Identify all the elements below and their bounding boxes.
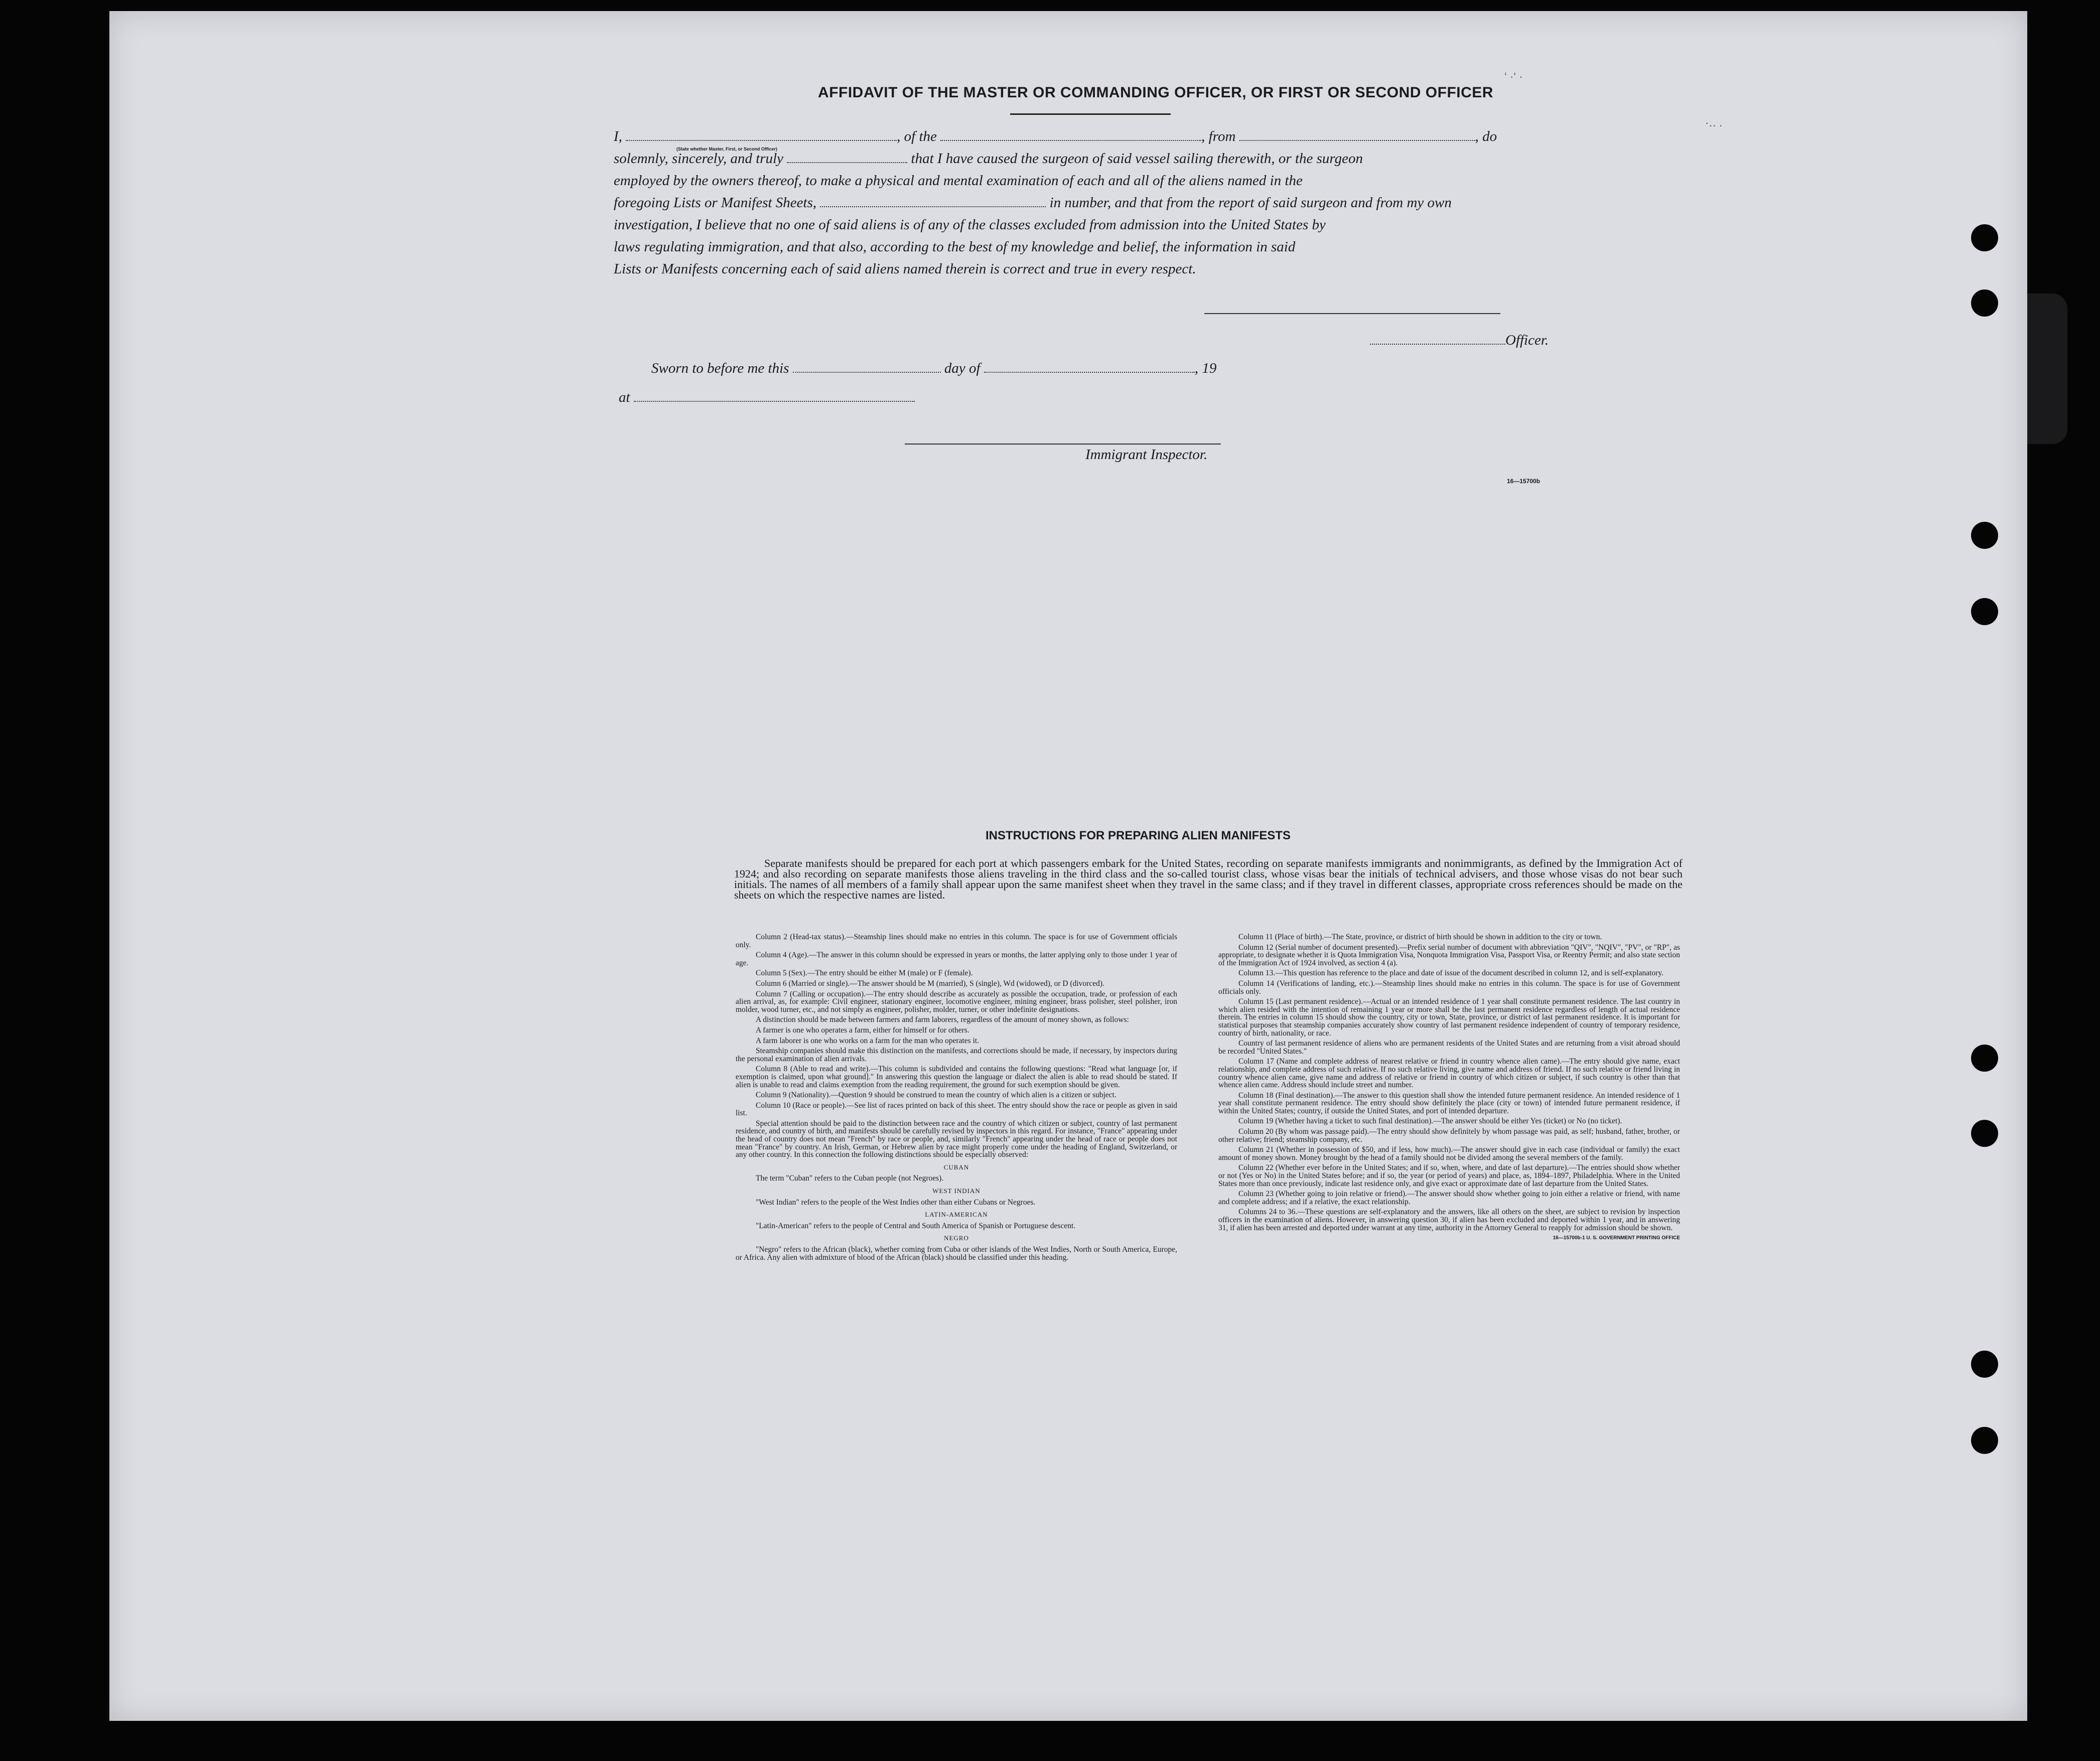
sheet-count-field[interactable] bbox=[820, 206, 1046, 207]
instruction-paragraph: Column 10 (Race or people).—See list of races printed on back of this sheet. The entry should show the race or people as given in said list. bbox=[736, 1101, 1177, 1118]
stray-mark: ‘ ·‘ · bbox=[1504, 70, 1523, 83]
affidavit-text: in number, and that from the report of said surgeon and from my own bbox=[1049, 195, 1452, 211]
sworn-month-field[interactable] bbox=[984, 372, 1195, 373]
stray-mark: ·‥ . bbox=[1705, 116, 1723, 129]
affidavit-title: AFFIDAVIT OF THE MASTER OR COMMANDING OFFICER, OR FIRST OR SECOND OFFICER bbox=[818, 84, 1493, 101]
affidavit-text: solemnly, sincerely, and truly bbox=[614, 151, 784, 167]
heading-negro: NEGRO bbox=[944, 1234, 969, 1242]
heading-cuban: CUBAN bbox=[943, 1163, 969, 1171]
instruction-paragraph: Column 14 (Verifications of landing, etc.).—Steamship lines should make no entries in this column. The space is for use of Government officials only. bbox=[1218, 979, 1680, 996]
rank-note: (State whether Master, First, or Second Officer) bbox=[676, 146, 778, 152]
affidavit-text: foregoing Lists or Manifest Sheets, bbox=[614, 195, 817, 211]
instruction-paragraph: Column 23 (Whether going to join relative or friend).—The answer should show whether going to join either a relative or friend, with name and complete address; and if a relative, the exact relationship. bbox=[1218, 1190, 1680, 1206]
binder-hole bbox=[1971, 1427, 1998, 1454]
form-number: 16—15700b bbox=[1507, 478, 1541, 485]
officer-rank-field[interactable] bbox=[626, 140, 897, 141]
instructions-title: INSTRUCTIONS FOR PREPARING ALIEN MANIFESTS bbox=[985, 829, 1291, 842]
instruction-paragraph: "Latin-American" refers to the people of Central and South America of Spanish or Portuguese descent. bbox=[756, 1221, 1076, 1230]
affidavit-from: , from bbox=[1201, 128, 1236, 144]
port-field[interactable] bbox=[1239, 140, 1475, 141]
instruction-paragraph: Column 20 (By whom was passage paid).—The entry should show definitely by whom passage was paid, as self; husband, father, brother, or other relative; friend; steamship company, etc. bbox=[1218, 1127, 1680, 1144]
affidavit-line-1 bbox=[614, 128, 1677, 145]
instruction-paragraph: Column 6 (Married or single).—The answer should be M (married), S (single), Wd (widowed), or D (divorced). bbox=[756, 979, 1104, 988]
instruction-paragraph: Column 22 (Whether ever before in the United States; and if so, when, where, and date of last departure).—The entries should show whether or not (Yes or No) in the United States before; and if so, the year (or period of years) and place, as, 1894–1897, Philadelphia. Where in the United States more than once previously, indicate last residence only, and give exact or approximate date of last departure from the United States. bbox=[1218, 1163, 1680, 1188]
instruction-paragraph: Steamship companies should make this distinction on the manifests, and corrections should be made, if necessary, by inspectors during the personal examination of alien arrivals. bbox=[736, 1047, 1177, 1063]
instruction-paragraph: Column 12 (Serial number of document presented).—Prefix serial number of document with abbreviation "QIV", "NQIV", "PV", or "RP", as appropriate, to designate whether it is Quota Immigration Visa, Nonquota Immigration Visa, Passport Visa, or Reentry Permit; and also state section of the Immigration Act of 1924 involved, as section 4 (a). bbox=[1218, 943, 1680, 967]
place-field[interactable] bbox=[634, 401, 915, 402]
officer-field[interactable] bbox=[1370, 344, 1505, 345]
instruction-paragraph: Country of last permanent residence of aliens who are permanent residents of the United States and are returning from a visit abroad should be recorded "United States." bbox=[1218, 1039, 1680, 1056]
inspector-label: Immigrant Inspector. bbox=[1085, 447, 1208, 463]
instruction-paragraph: "West Indian" refers to the people of the West Indies other than either Cubans or Negroes. bbox=[756, 1198, 1036, 1207]
instruction-paragraph: A distinction should be made between farmers and farm laborers, regardless of the amount of money shown, as follows: bbox=[756, 1015, 1129, 1024]
instruction-paragraph: The term "Cuban" refers to the Cuban people (not Negroes). bbox=[756, 1174, 944, 1183]
sworn-line bbox=[651, 360, 1216, 377]
signature-line[interactable] bbox=[1204, 313, 1500, 314]
instructions-right-column bbox=[1218, 933, 1680, 1242]
instruction-paragraph: Column 4 (Age).—The answer in this column should be expressed in years or months, the latter applying only to those under 1 year of age. bbox=[736, 951, 1177, 967]
affidavit-of: , of the bbox=[897, 128, 937, 144]
year-label: , 19 bbox=[1194, 360, 1217, 376]
day-of-label: day of bbox=[944, 360, 981, 376]
binder-hole bbox=[1971, 598, 1998, 625]
affidavit-line-3: employed by the owners thereof, to make a physical and mental examination of each and all of the aliens named in the bbox=[614, 173, 1303, 189]
affidavit-line-5: investigation, I believe that no one of said aliens is of any of the classes excluded from admission into the United States by bbox=[614, 217, 1326, 233]
instruction-paragraph: Columns 24 to 36.—These questions are self-explanatory and the answers, like all others on the sheet, are subject to revision by inspection officers in the examination of aliens. However, in answering question 30, if alien has been excluded and deported within 1 year, and in answering 31, if alien has been arrested and deported under warrant at any time, authority in the Attorney General to reapply for admission should be shown. bbox=[1218, 1208, 1680, 1232]
instruction-paragraph: Column 7 (Calling or occupation).—The entry should describe as accurately as possible the occupation, trade, or profession of each alien arrival, as, for example: Civil engineer, stationary engineer, locomotive engineer, mining engineer, brass polisher, steel polisher, iron molder, wood turner, etc., and not simply as engineer, polisher, molder, turner, or other indefinite designations. bbox=[736, 989, 1177, 1014]
affidavit-text: that I have caused the surgeon of said vessel sailing therewith, or the surgeon bbox=[911, 151, 1363, 167]
instruction-paragraph: Column 11 (Place of birth).—The State, province, or district of birth should be shown in addition to the city or town. bbox=[1238, 933, 1602, 941]
affidavit-line-2 bbox=[614, 151, 1677, 167]
instruction-paragraph: Column 9 (Nationality).—Question 9 should be construed to mean the country of which alien is a citizen or subject. bbox=[756, 1091, 1116, 1100]
binder-hole bbox=[1971, 1120, 1998, 1147]
binder-hole bbox=[1971, 289, 1998, 317]
instructions-left-column bbox=[736, 933, 1177, 1264]
instruction-paragraph: Column 8 (Able to read and write).—This column is subdivided and contains the following questions: "Read what language [or, if exemption is claimed, upon what ground]." In answering this question the language or dialect the alien is able to read should be stated. If alien is unable to read and claims exemption from the reading requirement, the ground for such exemption should be given. bbox=[736, 1065, 1177, 1089]
binder-hole bbox=[1971, 522, 1998, 549]
officer-label: Officer. bbox=[1505, 332, 1549, 348]
vessel-name-field[interactable] bbox=[940, 140, 1201, 141]
binder-hole bbox=[1971, 1045, 1998, 1072]
instruction-paragraph: Column 21 (Whether in possession of $50, and if less, how much).—The answer should give in each case (individual or family) the exact amount of money shown. Money brought by the head of a family should not be divided among the several members of the family. bbox=[1218, 1145, 1680, 1162]
sworn-day-field[interactable] bbox=[793, 372, 941, 373]
instruction-paragraph: Column 13.—This question has reference to the place and date of issue of the document described in column 12, and is self-explanatory. bbox=[1238, 969, 1663, 978]
instruction-paragraph: Column 18 (Final destination).—The answer to this question shall show the intended future permanent residence. An intended residence of 1 year shall constitute permanent residence. The entry should show definitely the place (city or town) of intended future permanent residence, if within the United States; country, if outside the United States, and port of intended departure. bbox=[1218, 1091, 1680, 1115]
instruction-paragraph: "Negro" refers to the African (black), whether coming from Cuba or other islands of the West Indies, North or South America, Europe, or Africa. Any alien with admixture of blood of the African (black) should be classified under this heading. bbox=[736, 1245, 1177, 1262]
blank-field[interactable] bbox=[787, 162, 907, 163]
instruction-paragraph: Column 5 (Sex).—The entry should be either M (male) or F (female). bbox=[756, 969, 973, 978]
instruction-paragraph: Column 15 (Last permanent residence).—Actual or an intended residence of 1 year shall constitute permanent residence. The last country in which alien resided with the intention of remaining 1 year or more shall be the last permanent residence regardless of length of actual residence therein. The entries in column 15 should show the country, city or town, State, province, or district of last permanent residence. It is important for statistical purposes that steamship companies accurately show country of last permanent residence independent of country of temporary residence, country of birth, nationality, or race. bbox=[1218, 997, 1680, 1038]
instruction-paragraph: Column 2 (Head-tax status).—Steamship lines should make no entries in this column. The space is for use of Government officials only. bbox=[736, 933, 1177, 949]
instruction-paragraph: A farm laborer is one who works on a farm for the man who operates it. bbox=[756, 1036, 979, 1045]
instruction-paragraph: A farmer is one who operates a farm, either for himself or for others. bbox=[756, 1025, 969, 1035]
at-line bbox=[619, 389, 915, 406]
inspector-signature-line[interactable] bbox=[905, 444, 1221, 445]
affidavit-line-4 bbox=[614, 195, 1677, 211]
heading-west-indian: WEST INDIAN bbox=[932, 1187, 981, 1195]
affidavit-i: I, bbox=[614, 128, 622, 144]
binder-hole bbox=[1971, 224, 1998, 251]
printing-office-footer: 16—15700b-1 U. S. GOVERNMENT PRINTING OFFICE bbox=[1553, 1235, 1680, 1241]
instruction-paragraph: Column 17 (Name and complete address of nearest relative or friend in country whence alien came).—The entry should give name, exact relationship, and complete address of such relative. If no such relative living, give name and address of friend. If no such relative or friend living in country whence alien came, give name and address of relative or friend in country of which citizen or subject, if such country is other than that whence alien came. Address should include street and number. bbox=[1218, 1057, 1680, 1090]
binder-hole bbox=[1971, 1351, 1998, 1378]
instructions-intro: Separate manifests should be prepared for each port at which passengers embark for the United States, recording on separate manifests immigrants and nonimmigrants, as defined by the Immigration Act of 1924; and also recording on separate manifests those aliens traveling in the third class and the so-called tourist class, whose visas bear the initials of technical advisers, and those whose visas do not bear such initials. The names of all members of a family shall appear upon the same manifest sheet when they travel in the same class; and if they travel in different classes, appropriate cross references should be made on the sheets on which the respective names are listed. bbox=[734, 857, 1683, 901]
at-label: at bbox=[619, 389, 630, 405]
sworn-label: Sworn to before me this bbox=[651, 360, 789, 376]
instruction-paragraph: Column 19 (Whether having a ticket to such final destination).—The answer should be either Yes (ticket) or No (no ticket). bbox=[1238, 1117, 1622, 1126]
manifest-page bbox=[109, 11, 2027, 1721]
officer-line bbox=[1370, 332, 1549, 349]
affidavit-line-6: laws regulating immigration, and that also, according to the best of my knowledge and belief, the information in said bbox=[614, 239, 1296, 255]
page-edge-tab bbox=[2027, 294, 2067, 444]
instruction-paragraph: Special attention should be paid to the distinction between race and the country of which citizen or subject, country of last permanent residence, and country of birth, and manifests should be carefully revised by inspectors in this regard. For instance, "France" appearing under the head of country does not mean "French" by race or people, and, similarly "French" appearing under the head of race or people does not mean "France" by country. An Irish, German, or Hebrew alien by race might properly come under the heading of England, Switzerland, or any other country. In this connection the following distinctions should be especially observed: bbox=[736, 1119, 1177, 1159]
affidavit-line-7: Lists or Manifests concerning each of said aliens named therein is correct and true in every respect. bbox=[614, 261, 1196, 277]
affidavit-do: , do bbox=[1475, 128, 1497, 144]
heading-latin-american: LATIN-AMERICAN bbox=[925, 1211, 988, 1219]
title-rule bbox=[1010, 113, 1171, 115]
